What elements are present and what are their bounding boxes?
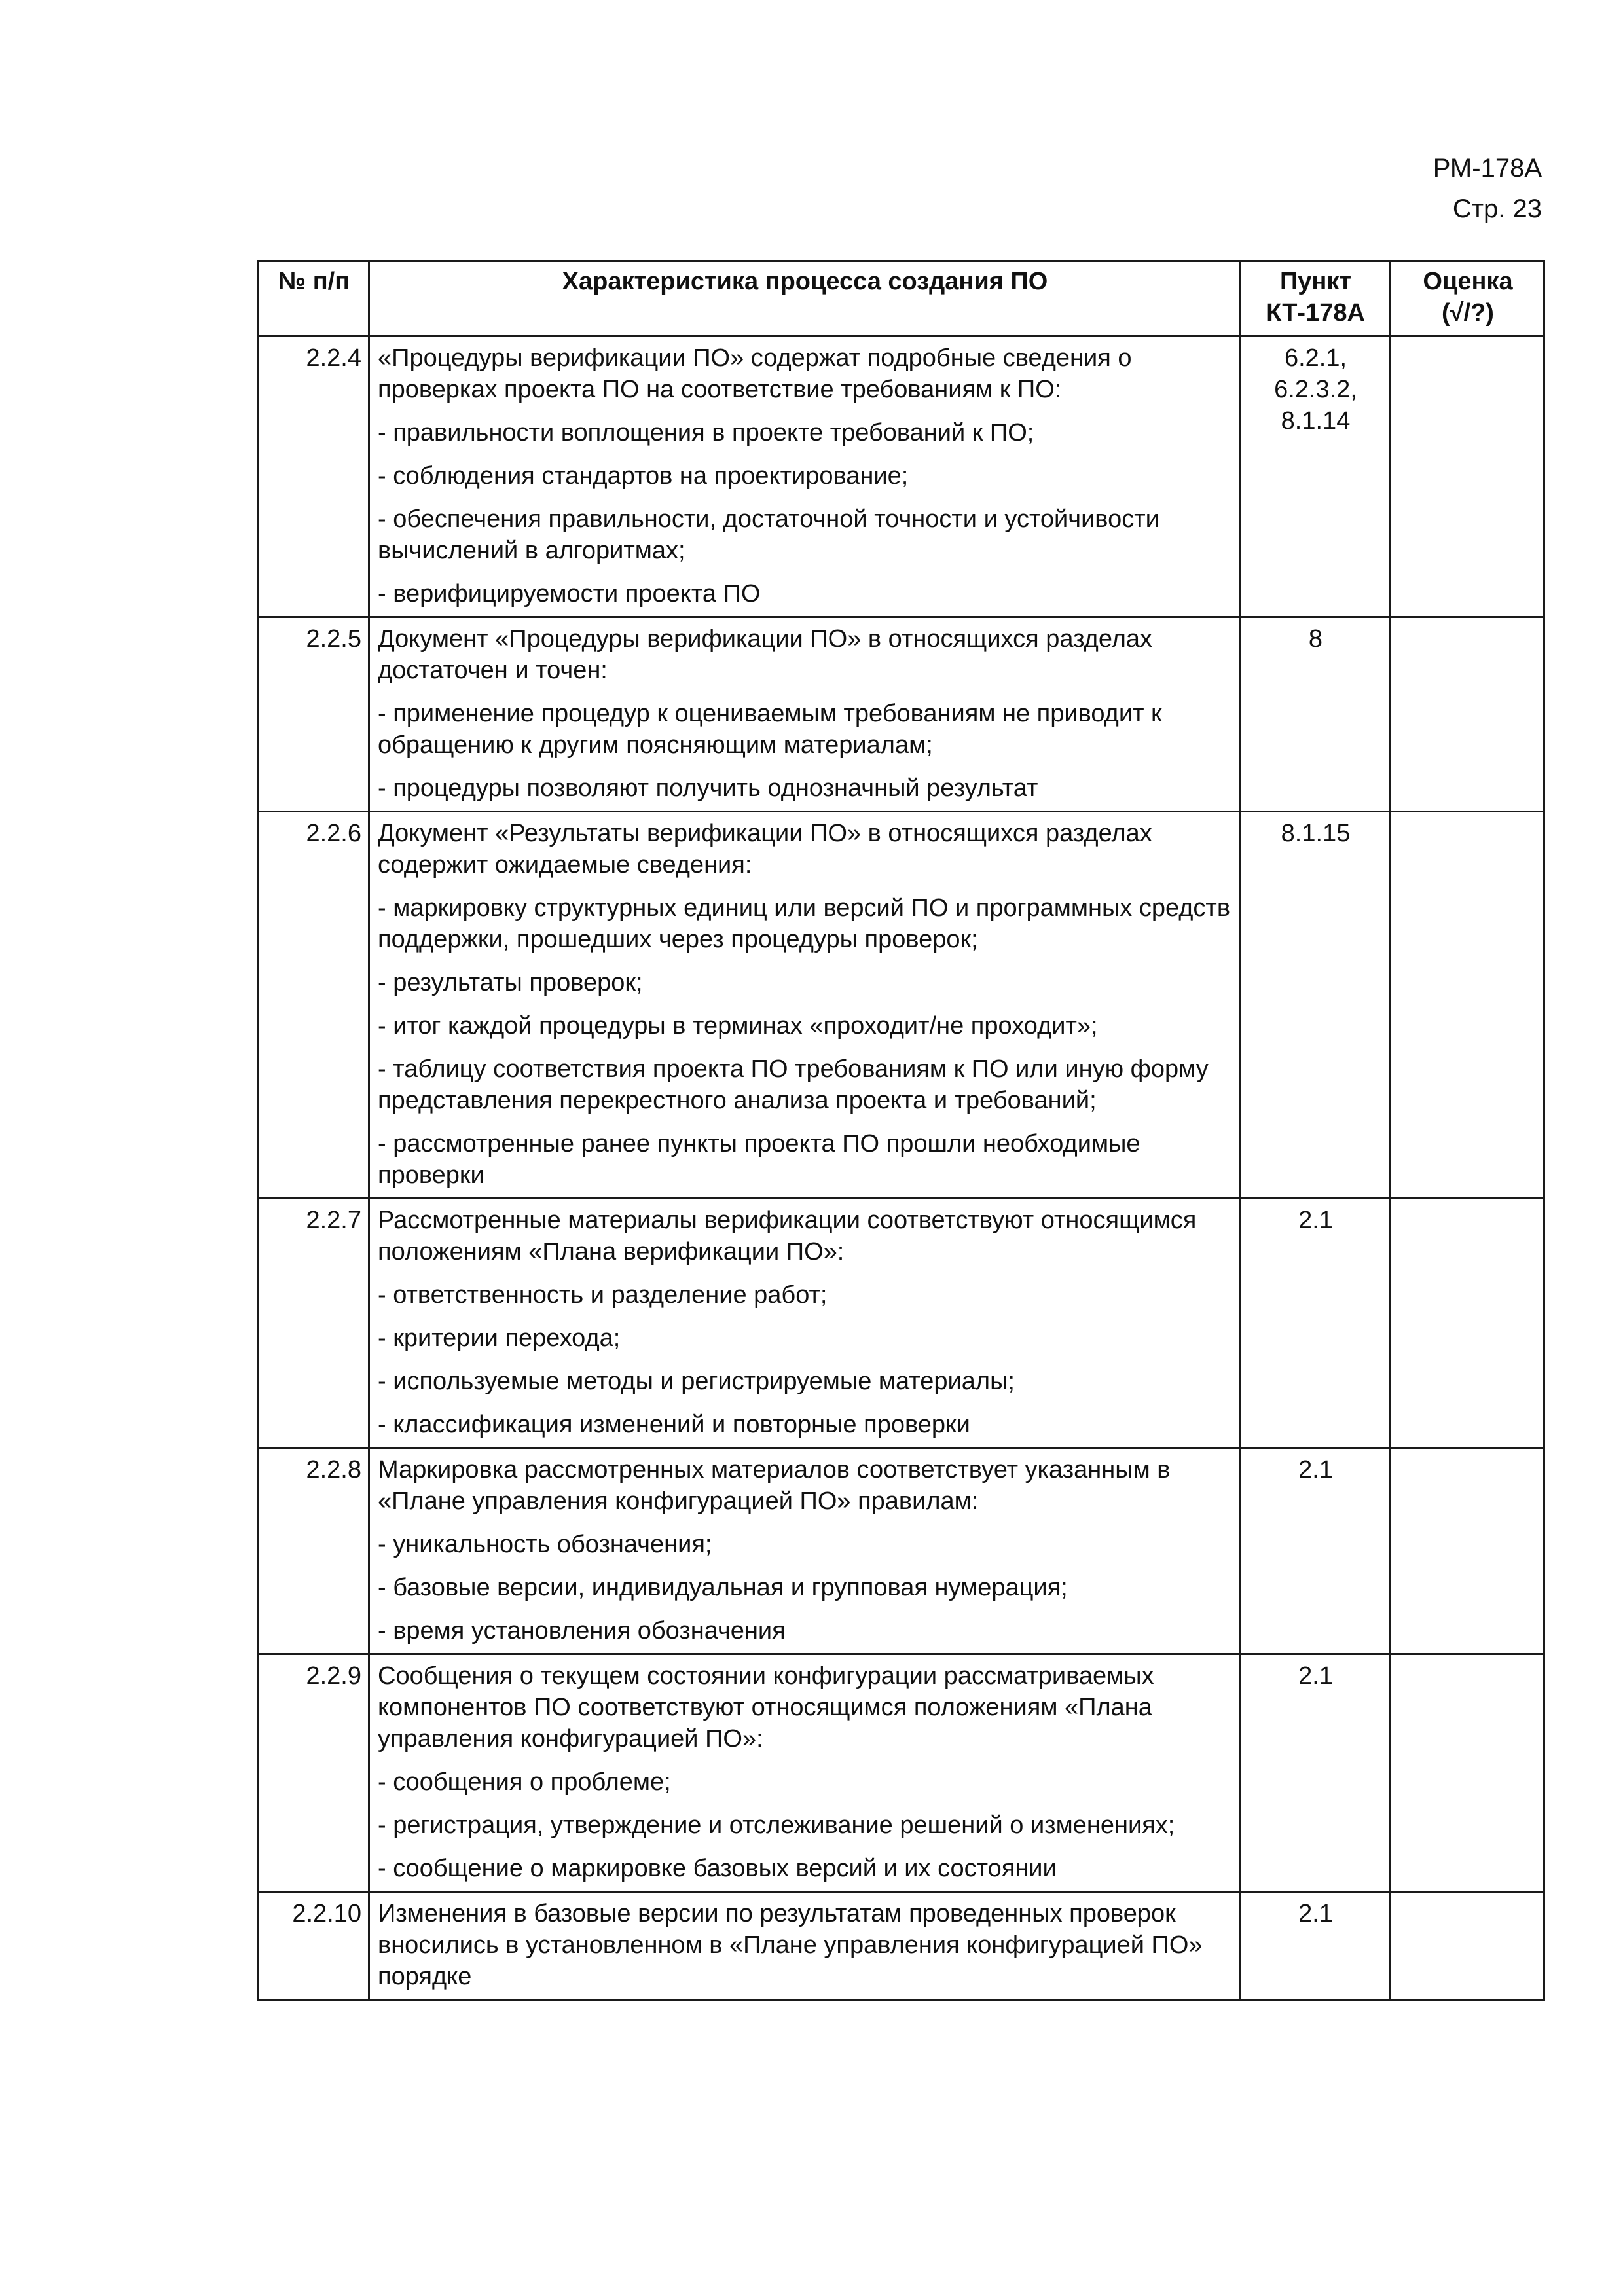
characteristic-item: - итог каждой процедуры в терминах «проходит/не проходит»;	[378, 1012, 1098, 1040]
row-characteristic	[369, 1892, 1240, 2000]
page-number: Стр. 23	[1452, 194, 1542, 223]
row-reference: 2.1	[1240, 1448, 1391, 1654]
row-reference: 8	[1240, 617, 1391, 812]
characteristic-item: - рассмотренные ранее пункты проекта ПО прошли необходимые проверки	[378, 1130, 1140, 1189]
table-row	[258, 812, 1544, 1199]
row-reference: 2.1	[1240, 1892, 1391, 2000]
characteristic-item: - маркировку структурных единиц или версий ПО и программных средств поддержки, прошедших через процедуры проверок;	[378, 894, 1231, 953]
row-characteristic	[369, 617, 1240, 812]
characteristic-text: Документ «Процедуры верификации ПО» в относящихся разделах достаточен и точен:	[378, 625, 1153, 684]
row-number: 2.2.7	[258, 1199, 369, 1448]
row-score-cell	[1391, 337, 1544, 617]
table-row	[258, 337, 1544, 617]
table-header-row	[258, 261, 1544, 337]
characteristic-item: - применение процедур к оцениваемым требованиям не приводит к обращению к другим поясняющим материалам;	[378, 700, 1162, 759]
table-row	[258, 1654, 1544, 1892]
row-score-cell	[1391, 1448, 1544, 1654]
row-score-cell	[1391, 1654, 1544, 1892]
characteristic-item: - ответственность и разделение работ;	[378, 1281, 828, 1309]
row-reference: 2.1	[1240, 1199, 1391, 1448]
characteristic-item: - верифицируемости проекта ПО	[378, 580, 761, 608]
table-row	[258, 617, 1544, 812]
document-id: РМ-178А	[1432, 154, 1542, 183]
table-body	[258, 337, 1544, 2000]
table-row	[258, 1199, 1544, 1448]
row-number: 2.2.8	[258, 1448, 369, 1654]
row-reference: 8.1.15	[1240, 812, 1391, 1199]
characteristic-item: - результаты проверок;	[378, 969, 643, 996]
row-number: 2.2.5	[258, 617, 369, 812]
row-characteristic	[369, 812, 1240, 1199]
characteristic-item: - используемые методы и регистрируемые материалы;	[378, 1368, 1015, 1395]
page-header	[1433, 148, 1542, 229]
characteristic-text: Сообщения о текущем состоянии конфигурации рассматриваемых компонентов ПО соответствуют относящимся положениям «Плана управления конфигурацией ПО»:	[378, 1662, 1154, 1753]
characteristic-text: «Процедуры верификации ПО» содержат подробные сведения о проверках проекта ПО на соответствие требованиям к ПО:	[378, 344, 1132, 403]
characteristic-item: - соблюдения стандартов на проектирование;	[378, 462, 909, 490]
row-characteristic	[369, 1654, 1240, 1892]
characteristic-item: - таблицу соответствия проекта ПО требованиям к ПО или иную форму представления перекрестного анализа проекта и требований;	[378, 1055, 1209, 1114]
characteristic-item: - процедуры позволяют получить однозначный результат	[378, 774, 1038, 802]
row-number: 2.2.9	[258, 1654, 369, 1892]
characteristic-item: - обеспечения правильности, достаточной точности и устойчивости вычислений в алгоритмах;	[378, 505, 1159, 564]
row-score-cell	[1391, 1199, 1544, 1448]
characteristic-item: - сообщения о проблеме;	[378, 1768, 671, 1796]
table-row	[258, 1892, 1544, 2000]
characteristic-text: Маркировка рассмотренных материалов соответствует указанным в «Плане управления конфигурацией ПО» правилам:	[378, 1456, 1171, 1515]
characteristic-item: - правильности воплощения в проекте требований к ПО;	[378, 419, 1034, 446]
row-characteristic	[369, 337, 1240, 617]
column-header-score: Оценка (√/?)	[1391, 261, 1544, 337]
characteristic-item: - сообщение о маркировке базовых версий и их состоянии	[378, 1855, 1057, 1882]
row-score-cell	[1391, 812, 1544, 1199]
row-number: 2.2.4	[258, 337, 369, 617]
characteristic-text: Документ «Результаты верификации ПО» в относящихся разделах содержит ожидаемые сведения:	[378, 820, 1152, 879]
row-reference: 6.2.1, 6.2.3.2, 8.1.14	[1240, 337, 1391, 617]
characteristic-item: - базовые версии, индивидуальная и групповая нумерация;	[378, 1574, 1068, 1601]
column-header-number: № п/п	[258, 261, 369, 337]
row-number: 2.2.6	[258, 812, 369, 1199]
row-score-cell	[1391, 1892, 1544, 2000]
row-number: 2.2.10	[258, 1892, 369, 2000]
characteristic-item: - время установления обозначения	[378, 1617, 786, 1645]
characteristic-text: Рассмотренные материалы верификации соответствуют относящимся положениям «Плана верификации ПО»:	[378, 1207, 1197, 1266]
characteristic-item: - классификация изменений и повторные проверки	[378, 1411, 970, 1438]
characteristic-item: - критерии перехода;	[378, 1324, 621, 1352]
checklist-table	[257, 260, 1545, 2001]
table-row	[258, 1448, 1544, 1654]
row-score-cell	[1391, 617, 1544, 812]
row-reference: 2.1	[1240, 1654, 1391, 1892]
row-characteristic	[369, 1199, 1240, 1448]
column-header-reference: Пункт КТ-178А	[1240, 261, 1391, 337]
column-header-characteristic: Характеристика процесса создания ПО	[369, 261, 1240, 337]
row-characteristic	[369, 1448, 1240, 1654]
characteristic-item: - уникальность обозначения;	[378, 1531, 712, 1558]
characteristic-item: - регистрация, утверждение и отслеживание решений о изменениях;	[378, 1812, 1175, 1839]
characteristic-text: Изменения в базовые версии по результатам проведенных проверок вносились в установленном в «Плане управления конфигурацией ПО» порядке	[378, 1900, 1203, 1990]
